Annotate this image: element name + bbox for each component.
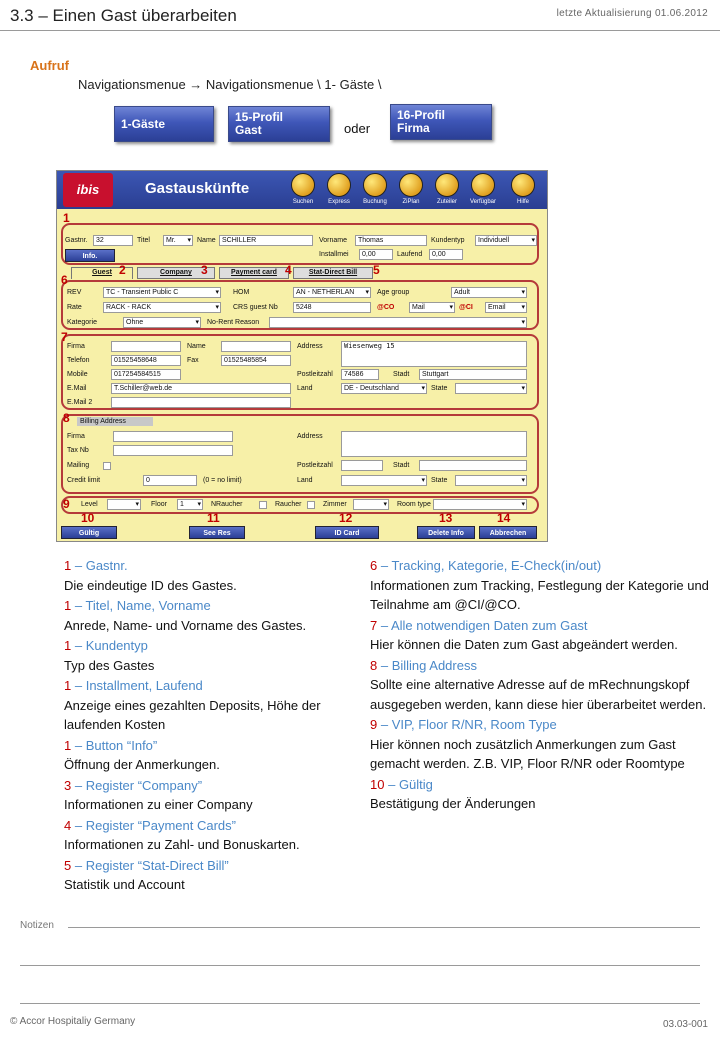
titel-select[interactable]: Mr. ▾ — [163, 235, 193, 246]
marker-4: 4 — [285, 263, 292, 277]
titel-label: Titel — [137, 237, 150, 244]
abbrechen-button[interactable]: Abbrechen — [479, 526, 537, 539]
ibis-logo: ibis — [63, 173, 113, 207]
rate-select[interactable]: RACK - RACK ▾ — [103, 302, 221, 313]
credit-label: Credit limit — [67, 477, 101, 484]
raucher-label: Raucher — [275, 501, 302, 508]
marker-2: 2 — [119, 263, 126, 277]
state-label: State — [431, 385, 448, 392]
desc-caption: Register “Payment Cards” — [85, 817, 236, 833]
desc-text: Typ des Gastes — [64, 657, 155, 673]
desc-num: 1 — [64, 678, 72, 693]
roomtype-label: Room type — [397, 501, 431, 508]
nav-button-profil-firma[interactable] — [390, 104, 492, 140]
search-icon — [291, 173, 315, 197]
stadt-label: Stadt — [393, 371, 410, 378]
desc-text: Anzeige eines gezahlten Deposits, Höhe der laufenden Kosten — [64, 697, 321, 732]
mailing-checkbox[interactable] — [103, 462, 111, 470]
vorname-label: Vorname — [319, 237, 348, 244]
telefon-label: Telefon — [67, 357, 90, 364]
last-updated: letzte Aktualisierung 01.06.2012 — [556, 8, 708, 19]
age-group-select[interactable]: Adult ▾ — [451, 287, 527, 298]
co-select[interactable]: Mail ▾ — [409, 302, 455, 313]
desc-caption: Installment, Laufend — [85, 678, 203, 693]
room-plan-icon — [399, 173, 423, 197]
id-card-button[interactable]: ID Card — [315, 526, 379, 539]
desc-num: 8 — [370, 657, 378, 673]
description-item: 1 – Kundentyp Typ des Gastes — [64, 638, 155, 673]
credit-note: (0 = no limit) — [203, 477, 242, 484]
description-item: 4 – Register “Payment Cards” Informationen zu Zahl- und Bonuskarten. — [64, 817, 300, 852]
kategorie-label: Kategorie — [67, 319, 97, 326]
desc-text: Bestätigung der Änderungen — [370, 796, 536, 811]
rev-label: REV — [67, 289, 82, 296]
billing-land-label: Land — [297, 477, 313, 484]
level-label: Level — [81, 501, 98, 508]
toolbar-label: Express — [328, 199, 350, 205]
desc-text: Informationen zum Tracking, Festlegung der Kategorie und Teilnahme am @CI/@CO. — [370, 577, 709, 612]
desc-caption: Titel, Name, Vorname — [85, 598, 211, 613]
email2-field[interactable] — [111, 397, 291, 408]
name-label-2: Name — [187, 343, 206, 350]
desc-text: Anrede, Name- und Vorname des Gastes. — [64, 617, 307, 633]
plz-field[interactable]: 74586 — [341, 369, 379, 380]
toolbar-label: Hilfe — [516, 199, 529, 205]
desc-text: Öffnung der Anmerkungen. — [64, 757, 220, 772]
marker-12: 12 — [339, 511, 353, 525]
state-select[interactable] — [455, 383, 527, 394]
page-title: 3.3 – Einen Gast überarbeiten — [10, 6, 237, 25]
marker-9: 9 — [63, 497, 70, 511]
description-item: 5 – Register “Stat-Direct Bill” Statistik und Account — [64, 857, 229, 892]
billing-stadt-label: Stadt — [393, 462, 410, 469]
kundentyp-label: Kundentyp — [431, 237, 465, 244]
billing-header: Billing Address — [77, 417, 153, 426]
desc-caption: Register “Stat-Direct Bill” — [85, 857, 229, 873]
marker-7: 7 — [61, 330, 68, 344]
norent-label: No-Rent Reason — [207, 319, 260, 326]
desc-num: 4 — [64, 817, 72, 833]
toolbar-hilfe[interactable] — [509, 173, 537, 205]
land-label: Land — [297, 385, 313, 392]
installment-label: Installmei — [319, 251, 349, 258]
marker-1: 1 — [63, 211, 70, 225]
kundentyp-select[interactable]: Individuell ▾ — [475, 235, 537, 246]
nav-button-profil-firma-line1: 16-Profil — [397, 108, 446, 122]
info-button[interactable]: Info. — [65, 249, 115, 262]
app-titlebar — [57, 171, 547, 209]
tab-guest[interactable]: Guest — [71, 267, 133, 279]
desc-text: Informationen zu einer Company — [64, 797, 253, 812]
mobile-label: Mobile — [67, 371, 88, 378]
nav-button-profil-gast-line1: 15-Profil — [235, 110, 284, 124]
billing-firma-field[interactable] — [113, 431, 233, 442]
desc-text: Sollte eine alternative Adresse auf de mRechnungskopf ausgegeben werden, kann diese hier überarbeitet werden. — [370, 677, 707, 712]
gueltig-button[interactable]: Gültig — [61, 526, 117, 539]
zimmer-select[interactable] — [353, 499, 389, 510]
notes-line-1 — [68, 927, 700, 928]
description-item: 6 – Tracking, Kategorie, E-Check(in/out) Informationen zum Tracking, Festlegung der Kategorie und Teilnahme am @CI/@CO. — [370, 558, 709, 612]
norent-select[interactable] — [269, 317, 527, 328]
toolbar-label: ZiPlan — [402, 199, 420, 205]
header-divider — [0, 30, 720, 31]
desc-text: Die eindeutige ID des Gastes. — [64, 577, 237, 593]
gastnr-field[interactable]: 32 — [93, 235, 133, 246]
rev-select[interactable]: TC - Transient Public C ▾ — [103, 287, 221, 298]
desc-caption: Gültig — [398, 776, 433, 792]
marker-10: 10 — [81, 511, 95, 525]
desc-caption: Billing Address — [391, 657, 477, 673]
descriptions-right — [370, 556, 715, 815]
laufend-field[interactable]: 0,00 — [429, 249, 463, 260]
description-item: 9 – VIP, Floor R/NR, Room Type Hier können noch zusätzlich Anmerkungen zum Gast gemacht werden. Z.B. VIP, Floor R/NR oder Roomtype — [370, 717, 685, 771]
desc-num: 3 — [64, 777, 72, 793]
age-group-label: Age group — [377, 289, 410, 296]
toolbar-zuteiler[interactable] — [433, 173, 461, 205]
hom-select[interactable]: AN - NETHERLAN ▾ — [293, 287, 371, 298]
fax-label: Fax — [187, 357, 199, 364]
copyright: © Accor Hospitaliy Germany — [10, 1016, 136, 1027]
desc-num: 10 — [370, 776, 385, 792]
toolbar-label: Suchen — [292, 199, 314, 205]
toolbar-label: Zuteiler — [436, 199, 457, 205]
billing-state-label: State — [431, 477, 448, 484]
app-title: Gastauskünfte — [145, 180, 250, 197]
name-label: Name — [197, 237, 216, 244]
billing-address-label: Address — [297, 433, 323, 440]
vorname-field[interactable]: Thomas — [355, 235, 427, 246]
nav-button-profil-gast-line2: Gast — [235, 123, 262, 137]
nav-button-profil-firma-line2: Firma — [397, 121, 430, 135]
marker-3: 3 — [201, 263, 208, 277]
tab-company[interactable]: Company — [137, 267, 215, 279]
marker-14: 14 — [497, 511, 511, 525]
billing-plz-field[interactable] — [341, 460, 383, 471]
billing-land-select[interactable] — [341, 475, 427, 486]
address-label: Address — [297, 343, 323, 350]
billing-stadt-field[interactable] — [419, 460, 527, 471]
aufruf-heading: Aufruf — [30, 58, 69, 73]
laufend-label: Laufend — [397, 251, 423, 258]
firma-label: Firma — [67, 343, 85, 350]
stadt-field[interactable]: Stuttgart — [419, 369, 527, 380]
marker-6: 6 — [61, 273, 68, 287]
description-item: 10 – Gültig Bestätigung der Änderungen — [370, 776, 536, 811]
name-field[interactable]: SCHILLER — [219, 235, 313, 246]
firma-field[interactable] — [111, 341, 181, 352]
nav-button-gaeste-label: 1-Gäste — [121, 116, 166, 131]
desc-num: 1 — [64, 638, 72, 653]
description-item: 1 – Installment, Laufend Anzeige eines gezahlten Deposits, Höhe der laufenden Kosten — [64, 678, 321, 732]
marker-13: 13 — [439, 511, 453, 525]
raucher-checkbox[interactable] — [307, 501, 315, 509]
billing-plz-label: Postleitzahl — [297, 462, 333, 469]
page-number: 03.03-001 — [662, 1019, 708, 1030]
marker-5: 5 — [373, 263, 380, 277]
billing-address-field[interactable] — [341, 431, 527, 457]
crs-field[interactable]: 5248 — [293, 302, 371, 313]
descriptions-left — [64, 556, 354, 896]
address-field[interactable]: Wiesenweg 15 — [341, 341, 527, 367]
rate-label: Rate — [67, 304, 82, 311]
availability-icon — [471, 173, 495, 197]
delete-info-button[interactable]: Delete Info — [417, 526, 475, 539]
see-res-button[interactable]: See Res — [189, 526, 245, 539]
hom-label: HOM — [233, 289, 250, 296]
fax-field[interactable]: 01525485854 — [221, 355, 291, 366]
express-icon — [327, 173, 351, 197]
toolbar-express[interactable] — [325, 173, 353, 205]
tab-payment-card[interactable]: Payment card — [219, 267, 289, 279]
description-item: 8 – Billing Address Sollte eine alternative Adresse auf de mRechnungskopf ausgegeben werden, kann diese hier überarbeitet werden. — [370, 657, 707, 712]
ci-select[interactable]: Email ▾ — [485, 302, 527, 313]
desc-num: 6 — [370, 558, 378, 573]
notes-line-2 — [20, 965, 700, 966]
or-label: oder — [344, 121, 371, 136]
description-item: 7 – Alle notwendigen Daten zum Gast Hier können die Daten zum Gast abgeändert werden. — [370, 617, 678, 652]
installment-field[interactable]: 0,00 — [359, 249, 393, 260]
taxnb-label: Tax Nb — [67, 447, 89, 454]
floor-label: Floor — [151, 501, 167, 508]
kategorie-select[interactable]: Ohne ▾ — [123, 317, 201, 328]
desc-text: Statistik und Account — [64, 877, 185, 892]
marker-8: 8 — [63, 411, 70, 425]
desc-text: Hier können die Daten zum Gast abgeändert werden. — [370, 637, 678, 652]
mobile-field[interactable]: 017254584515 — [111, 369, 181, 380]
land-select[interactable]: DE - Deutschland ▾ — [341, 383, 427, 394]
billing-firma-label: Firma — [67, 433, 85, 440]
booking-icon — [363, 173, 387, 197]
email2-label: E.Mail 2 — [67, 399, 93, 406]
nav-button-gaeste[interactable] — [114, 106, 214, 142]
notes-label: Notizen — [20, 920, 54, 931]
desc-caption: Gastnr. — [85, 558, 128, 573]
floor-select[interactable]: 1 ▾ — [177, 499, 203, 510]
toolbar-label: Verfügbar — [469, 199, 497, 205]
nav-button-profil-gast[interactable] — [228, 106, 330, 142]
nraucher-checkbox[interactable] — [259, 501, 267, 509]
help-icon — [511, 173, 535, 197]
description-item: 1 – Button “Info” Öffnung der Anmerkungen. — [64, 737, 220, 772]
desc-num: 9 — [370, 717, 378, 732]
email-field[interactable]: T.Schiller@web.de — [111, 383, 291, 394]
desc-num: 1 — [64, 598, 72, 613]
nraucher-label: NRaucher — [211, 501, 243, 508]
taxnb-field[interactable] — [113, 445, 233, 456]
desc-text: Informationen zu Zahl- und Bonuskarten. — [64, 837, 300, 852]
toolbar-verfuegbar[interactable] — [469, 173, 497, 205]
desc-caption: VIP, Floor R/NR, Room Type — [391, 717, 557, 732]
co-label: @CO — [377, 304, 395, 311]
desc-num: 1 — [64, 558, 72, 573]
toolbar-ziplan[interactable] — [397, 173, 425, 205]
desc-caption: Kundentyp — [85, 638, 148, 653]
desc-num: 5 — [64, 857, 72, 873]
navigation-path: Navigationsmenue → Navigationsmenue \ 1- Gäste \ — [78, 77, 382, 92]
description-item: 1 – Gastnr. Die eindeutige ID des Gastes. — [64, 558, 237, 593]
allocator-icon — [435, 173, 459, 197]
ci-label: @CI — [459, 304, 473, 311]
mailing-label: Mailing — [67, 462, 90, 469]
desc-num: 1 — [64, 737, 72, 753]
marker-11: 11 — [207, 511, 220, 525]
name-field-2[interactable] — [221, 341, 291, 352]
toolbar-buchung[interactable] — [361, 173, 389, 205]
gastnr-label: Gastnr. — [65, 237, 88, 244]
desc-text: Hier können noch zusätzlich Anmerkungen zum Gast gemacht werden. Z.B. VIP, Floor R/NR oder Roomtype — [370, 736, 685, 771]
toolbar-label: Buchung — [363, 199, 387, 205]
description-item: 1 – Titel, Name, Vorname Anrede, Name- und Vorname des Gastes. — [64, 598, 307, 633]
tab-stat-direct-bill[interactable]: Stat-Direct Bill — [293, 267, 373, 279]
desc-num: 7 — [370, 617, 378, 633]
email-label: E.Mail — [67, 385, 87, 392]
billing-state-select[interactable] — [455, 475, 527, 486]
desc-caption: Register “Company” — [85, 777, 203, 793]
zimmer-label: Zimmer — [323, 501, 347, 508]
desc-caption: Button “Info” — [85, 737, 158, 753]
telefon-field[interactable]: 01525458648 — [111, 355, 181, 366]
desc-caption: Tracking, Kategorie, E-Check(in/out) — [391, 558, 602, 573]
desc-caption: Alle notwendigen Daten zum Gast — [390, 617, 588, 633]
notes-line-3 — [20, 1003, 700, 1004]
guest-info-screenshot — [56, 170, 548, 542]
crs-label: CRS guest Nb — [233, 304, 278, 311]
roomtype-select[interactable] — [433, 499, 527, 510]
credit-field[interactable]: 0 — [143, 475, 197, 486]
plz-label: Postleitzahl — [297, 371, 333, 378]
description-item: 3 – Register “Company” Informationen zu einer Company — [64, 777, 253, 812]
level-select[interactable] — [107, 499, 141, 510]
toolbar-suchen[interactable] — [289, 173, 317, 205]
